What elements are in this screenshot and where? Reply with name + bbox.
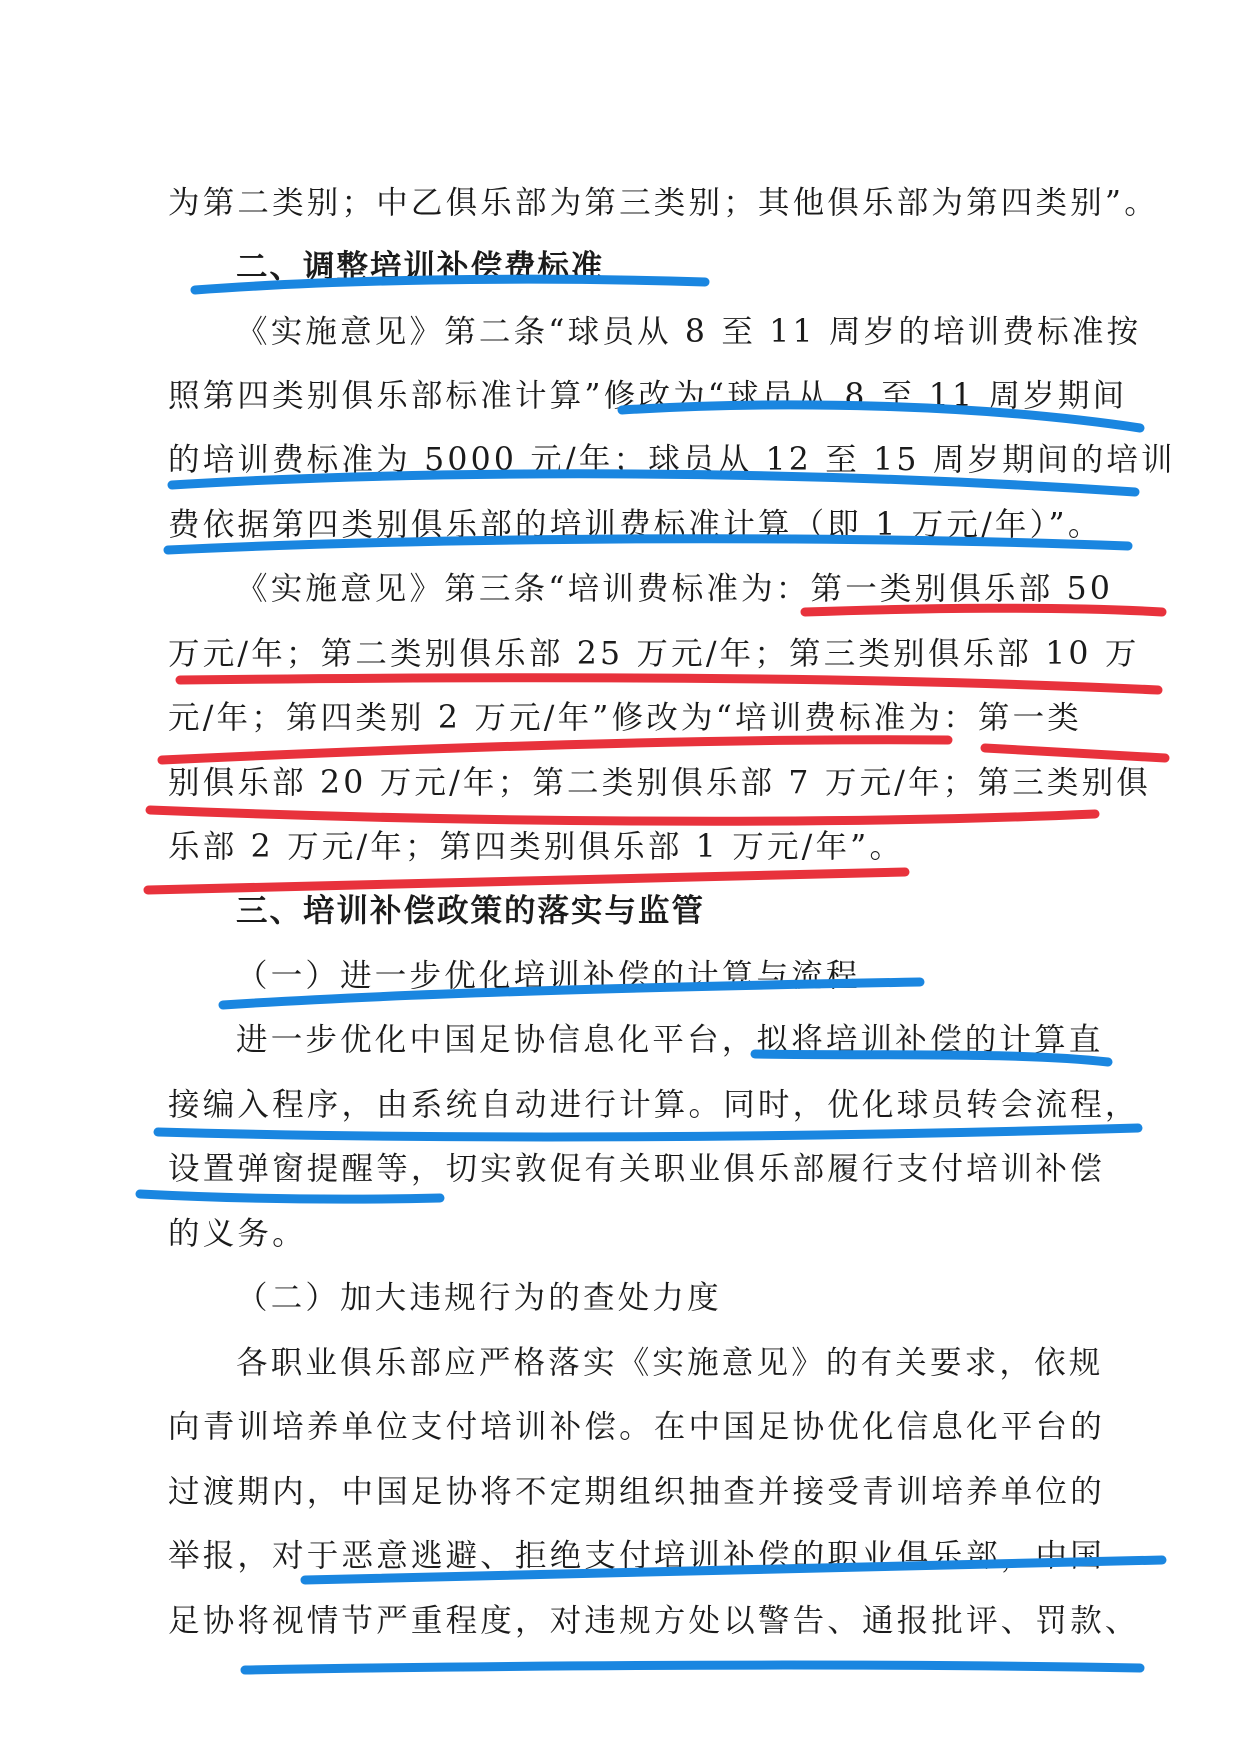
text-line: 接编入程序，由系统自动进行计算。同时，优化球员转会流程， — [168, 1087, 1140, 1123]
text-line: 举报，对于恶意逃避、拒绝支付培训补偿的职业俱乐部，中国 — [168, 1538, 1105, 1574]
text-line: 乐部 2 万元/年；第四类别俱乐部 1 万元/年”。 — [168, 829, 905, 865]
text-line: 《实施意见》第三条“培训费标准为：第一类别俱乐部 50 — [236, 571, 1114, 607]
red-underline — [162, 740, 948, 760]
text-line: 各职业俱乐部应严格落实《实施意见》的有关要求，依规 — [236, 1345, 1104, 1381]
text-line: 向青训培养单位支付培训补偿。在中国足协优化信息化平台的 — [168, 1409, 1105, 1445]
text-line: 设置弹窗提醒等，切实敦促有关职业俱乐部履行支付培训补偿 — [168, 1151, 1105, 1187]
red-underline — [148, 872, 905, 890]
text-line: 费依据第四类别俱乐部的培训费标准计算（即 1 万元/年）”。 — [168, 507, 1103, 543]
section-heading: 二、调整培训补偿费标准 — [236, 249, 605, 285]
blue-underline — [158, 1128, 1138, 1137]
blue-underline — [140, 1194, 440, 1199]
text-line: 万元/年；第二类别俱乐部 25 万元/年；第三类别俱乐部 10 万 — [168, 636, 1140, 672]
text-line: 的义务。 — [168, 1216, 307, 1252]
red-underline — [150, 810, 1095, 821]
text-line: 《实施意见》第二条“球员从 8 至 11 周岁的培训费标准按 — [236, 314, 1142, 350]
text-line: 足协将视情节严重程度，对违规方处以警告、通报批评、罚款、 — [168, 1603, 1140, 1639]
red-underline — [180, 678, 1158, 690]
text-line: 别俱乐部 20 万元/年；第二类别俱乐部 7 万元/年；第三类别俱 — [168, 765, 1152, 801]
text-line: 元/年；第四类别 2 万元/年”修改为“培训费标准为：第一类 — [168, 700, 1083, 736]
section-heading: 三、培训补偿政策的落实与监管 — [236, 893, 706, 929]
text-line: 为第二类别；中乙俱乐部为第三类别；其他俱乐部为第四类别”。 — [168, 185, 1159, 221]
text-line: 照第四类别俱乐部标准计算”修改为“球员从 8 至 11 周岁期间 — [168, 378, 1128, 414]
text-line: 过渡期内，中国足协将不定期组织抽查并接受青训培养单位的 — [168, 1474, 1105, 1510]
red-underline — [985, 748, 1165, 758]
subsection-heading: （二）加大违规行为的查处力度 — [236, 1280, 722, 1316]
text-line: 的培训费标准为 5000 元/年；球员从 12 至 15 周岁期间的培训 — [168, 442, 1176, 478]
subsection-heading: （一）进一步优化培训补偿的计算与流程 — [236, 958, 861, 994]
blue-underline — [245, 1665, 1140, 1670]
text-line: 进一步优化中国足协信息化平台，拟将培训补偿的计算直 — [236, 1022, 1104, 1058]
